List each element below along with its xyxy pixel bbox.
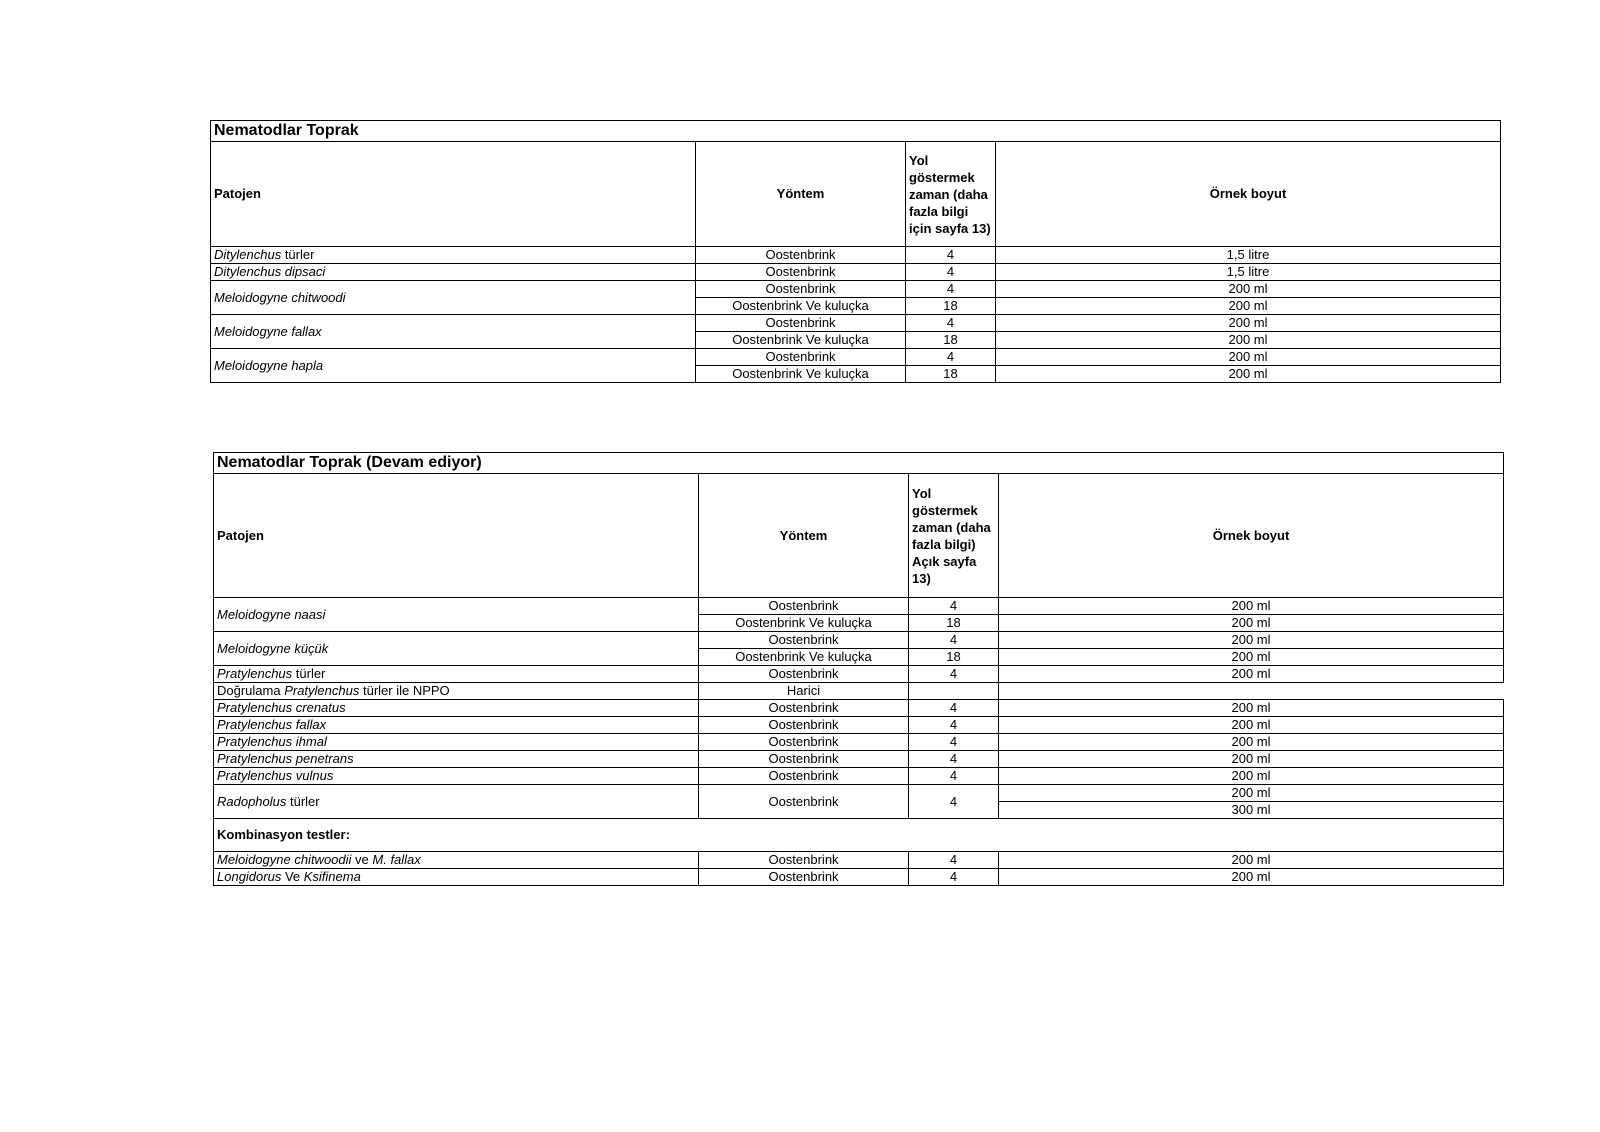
method-cell: Oostenbrink bbox=[699, 632, 909, 649]
method-cell: Oostenbrink Ve kuluçka bbox=[696, 298, 906, 315]
lead-time-cell: 18 bbox=[906, 366, 996, 383]
table-title-row bbox=[211, 121, 1501, 142]
table-row bbox=[211, 349, 1501, 366]
header-method: Yöntem bbox=[699, 474, 909, 598]
method-cell: Oostenbrink bbox=[699, 666, 909, 683]
lead-time-cell: 4 bbox=[909, 734, 999, 751]
pathogen-cell: Meloidogyne fallax bbox=[211, 315, 696, 349]
header-pathogen: Patojen bbox=[211, 142, 696, 247]
table-header-row bbox=[214, 474, 1504, 598]
method-cell: Oostenbrink Ve kuluçka bbox=[699, 615, 909, 632]
method-cell: Oostenbrink Ve kuluçka bbox=[696, 332, 906, 349]
table-row bbox=[214, 751, 1504, 768]
table-title: Nematodlar Toprak bbox=[211, 121, 1501, 142]
header-sample-size: Örnek boyut bbox=[999, 474, 1504, 598]
sample-cell: 200 ml bbox=[999, 734, 1504, 751]
method-cell: Oostenbrink Ve kuluçka bbox=[696, 366, 906, 383]
sample-cell: 200 ml bbox=[996, 281, 1501, 298]
header-lead-time: Yol göstermek zaman (daha fazla bilgi için sayfa 13) bbox=[906, 142, 996, 247]
lead-time-cell: 4 bbox=[909, 666, 999, 683]
sample-cell: 200 ml bbox=[999, 700, 1504, 717]
sample-cell: 200 ml bbox=[996, 298, 1501, 315]
sample-cell: 200 ml bbox=[999, 615, 1504, 632]
method-cell: Oostenbrink bbox=[699, 734, 909, 751]
combination-title: Kombinasyon testler: bbox=[214, 819, 1504, 852]
pathogen-cell: Radopholus türler bbox=[214, 785, 699, 819]
sample-cell: 200 ml bbox=[996, 315, 1501, 332]
lead-time-cell: 4 bbox=[906, 281, 996, 298]
method-cell: Oostenbrink bbox=[699, 768, 909, 785]
method-cell: Oostenbrink bbox=[699, 751, 909, 768]
method-cell: Oostenbrink bbox=[699, 869, 909, 886]
pathogen-cell: Pratylenchus fallax bbox=[214, 717, 699, 734]
sample-cell: 1,5 litre bbox=[996, 247, 1501, 264]
table-row bbox=[214, 785, 1504, 802]
pathogen-cell: Pratylenchus türler bbox=[214, 666, 699, 683]
sample-cell: 1,5 litre bbox=[996, 264, 1501, 281]
table-row bbox=[211, 281, 1501, 298]
lead-time-cell: 4 bbox=[909, 700, 999, 717]
lead-time-cell: 4 bbox=[909, 785, 999, 819]
method-cell: Oostenbrink bbox=[696, 349, 906, 366]
lead-time-cell: 18 bbox=[906, 332, 996, 349]
sample-cell: 200 ml bbox=[999, 666, 1504, 683]
table-title: Nematodlar Toprak (Devam ediyor) bbox=[214, 453, 1504, 474]
nematodes-soil-table bbox=[210, 120, 1501, 383]
lead-time-cell: 4 bbox=[906, 247, 996, 264]
lead-time-cell: 18 bbox=[909, 649, 999, 666]
table-row bbox=[214, 734, 1504, 751]
empty-cell bbox=[909, 683, 999, 700]
header-lead-time: Yol göstermek zaman (daha fazla bilgi) Açık sayfa 13) bbox=[909, 474, 999, 598]
table-row bbox=[214, 717, 1504, 734]
header-pathogen: Patojen bbox=[214, 474, 699, 598]
sample-cell: 200 ml bbox=[999, 751, 1504, 768]
sample-cell: 200 ml bbox=[999, 785, 1504, 802]
method-cell: Harici bbox=[699, 683, 909, 700]
method-cell: Oostenbrink bbox=[699, 852, 909, 869]
method-cell: Oostenbrink bbox=[696, 264, 906, 281]
pathogen-cell: Ditylenchus dipsaci bbox=[211, 264, 696, 281]
pathogen-cell: Ditylenchus türler bbox=[211, 247, 696, 264]
pathogen-cell: Pratylenchus vulnus bbox=[214, 768, 699, 785]
lead-time-cell: 4 bbox=[906, 349, 996, 366]
lead-time-cell: 4 bbox=[906, 264, 996, 281]
pathogen-cell: Meloidogyne chitwoodii ve M. fallax bbox=[214, 852, 699, 869]
table-row bbox=[214, 768, 1504, 785]
method-cell: Oostenbrink bbox=[699, 598, 909, 615]
table-row bbox=[214, 632, 1504, 649]
method-cell: Oostenbrink bbox=[696, 247, 906, 264]
lead-time-cell: 4 bbox=[909, 869, 999, 886]
table-row bbox=[214, 869, 1504, 886]
pathogen-cell: Meloidogyne küçük bbox=[214, 632, 699, 666]
pathogen-cell: Pratylenchus penetrans bbox=[214, 751, 699, 768]
table-header-row bbox=[211, 142, 1501, 247]
lead-time-cell: 4 bbox=[909, 852, 999, 869]
sample-cell: 200 ml bbox=[999, 717, 1504, 734]
table-row bbox=[214, 598, 1504, 615]
sample-cell: 200 ml bbox=[999, 649, 1504, 666]
sample-cell: 200 ml bbox=[999, 852, 1504, 869]
method-cell: Oostenbrink Ve kuluçka bbox=[699, 649, 909, 666]
table-row bbox=[211, 315, 1501, 332]
method-cell: Oostenbrink bbox=[699, 717, 909, 734]
pathogen-cell: Longidorus Ve Ksifinema bbox=[214, 869, 699, 886]
table-row bbox=[211, 247, 1501, 264]
lead-time-cell: 18 bbox=[909, 615, 999, 632]
pathogen-cell: Meloidogyne chitwoodi bbox=[211, 281, 696, 315]
table-row bbox=[214, 700, 1504, 717]
table-row bbox=[211, 264, 1501, 281]
method-cell: Oostenbrink bbox=[696, 281, 906, 298]
sample-cell: 200 ml bbox=[996, 349, 1501, 366]
lead-time-cell: 4 bbox=[909, 717, 999, 734]
table-row bbox=[214, 666, 1504, 683]
lead-time-cell: 4 bbox=[909, 598, 999, 615]
sample-cell: 200 ml bbox=[996, 332, 1501, 349]
pathogen-cell: Meloidogyne naasi bbox=[214, 598, 699, 632]
table-row bbox=[214, 852, 1504, 869]
pathogen-cell: Meloidogyne hapla bbox=[211, 349, 696, 383]
pathogen-cell: Doğrulama Pratylenchus türler ile NPPO bbox=[214, 683, 699, 700]
sample-cell: 200 ml bbox=[999, 768, 1504, 785]
pathogen-cell: Pratylenchus ihmal bbox=[214, 734, 699, 751]
combination-title-row bbox=[214, 819, 1504, 852]
table-title-row bbox=[214, 453, 1504, 474]
header-sample-size: Örnek boyut bbox=[996, 142, 1501, 247]
lead-time-cell: 4 bbox=[909, 751, 999, 768]
sample-cell: 200 ml bbox=[999, 869, 1504, 886]
pathogen-cell: Pratylenchus crenatus bbox=[214, 700, 699, 717]
lead-time-cell: 18 bbox=[906, 298, 996, 315]
sample-cell: 300 ml bbox=[999, 802, 1504, 819]
table-row bbox=[214, 683, 1504, 700]
empty-cell bbox=[999, 683, 1504, 700]
header-method: Yöntem bbox=[696, 142, 906, 247]
sample-cell: 200 ml bbox=[999, 598, 1504, 615]
sample-cell: 200 ml bbox=[996, 366, 1501, 383]
method-cell: Oostenbrink bbox=[699, 785, 909, 819]
lead-time-cell: 4 bbox=[909, 768, 999, 785]
method-cell: Oostenbrink bbox=[699, 700, 909, 717]
nematodes-soil-continued-table bbox=[213, 452, 1504, 886]
lead-time-cell: 4 bbox=[906, 315, 996, 332]
lead-time-cell: 4 bbox=[909, 632, 999, 649]
sample-cell: 200 ml bbox=[999, 632, 1504, 649]
method-cell: Oostenbrink bbox=[696, 315, 906, 332]
